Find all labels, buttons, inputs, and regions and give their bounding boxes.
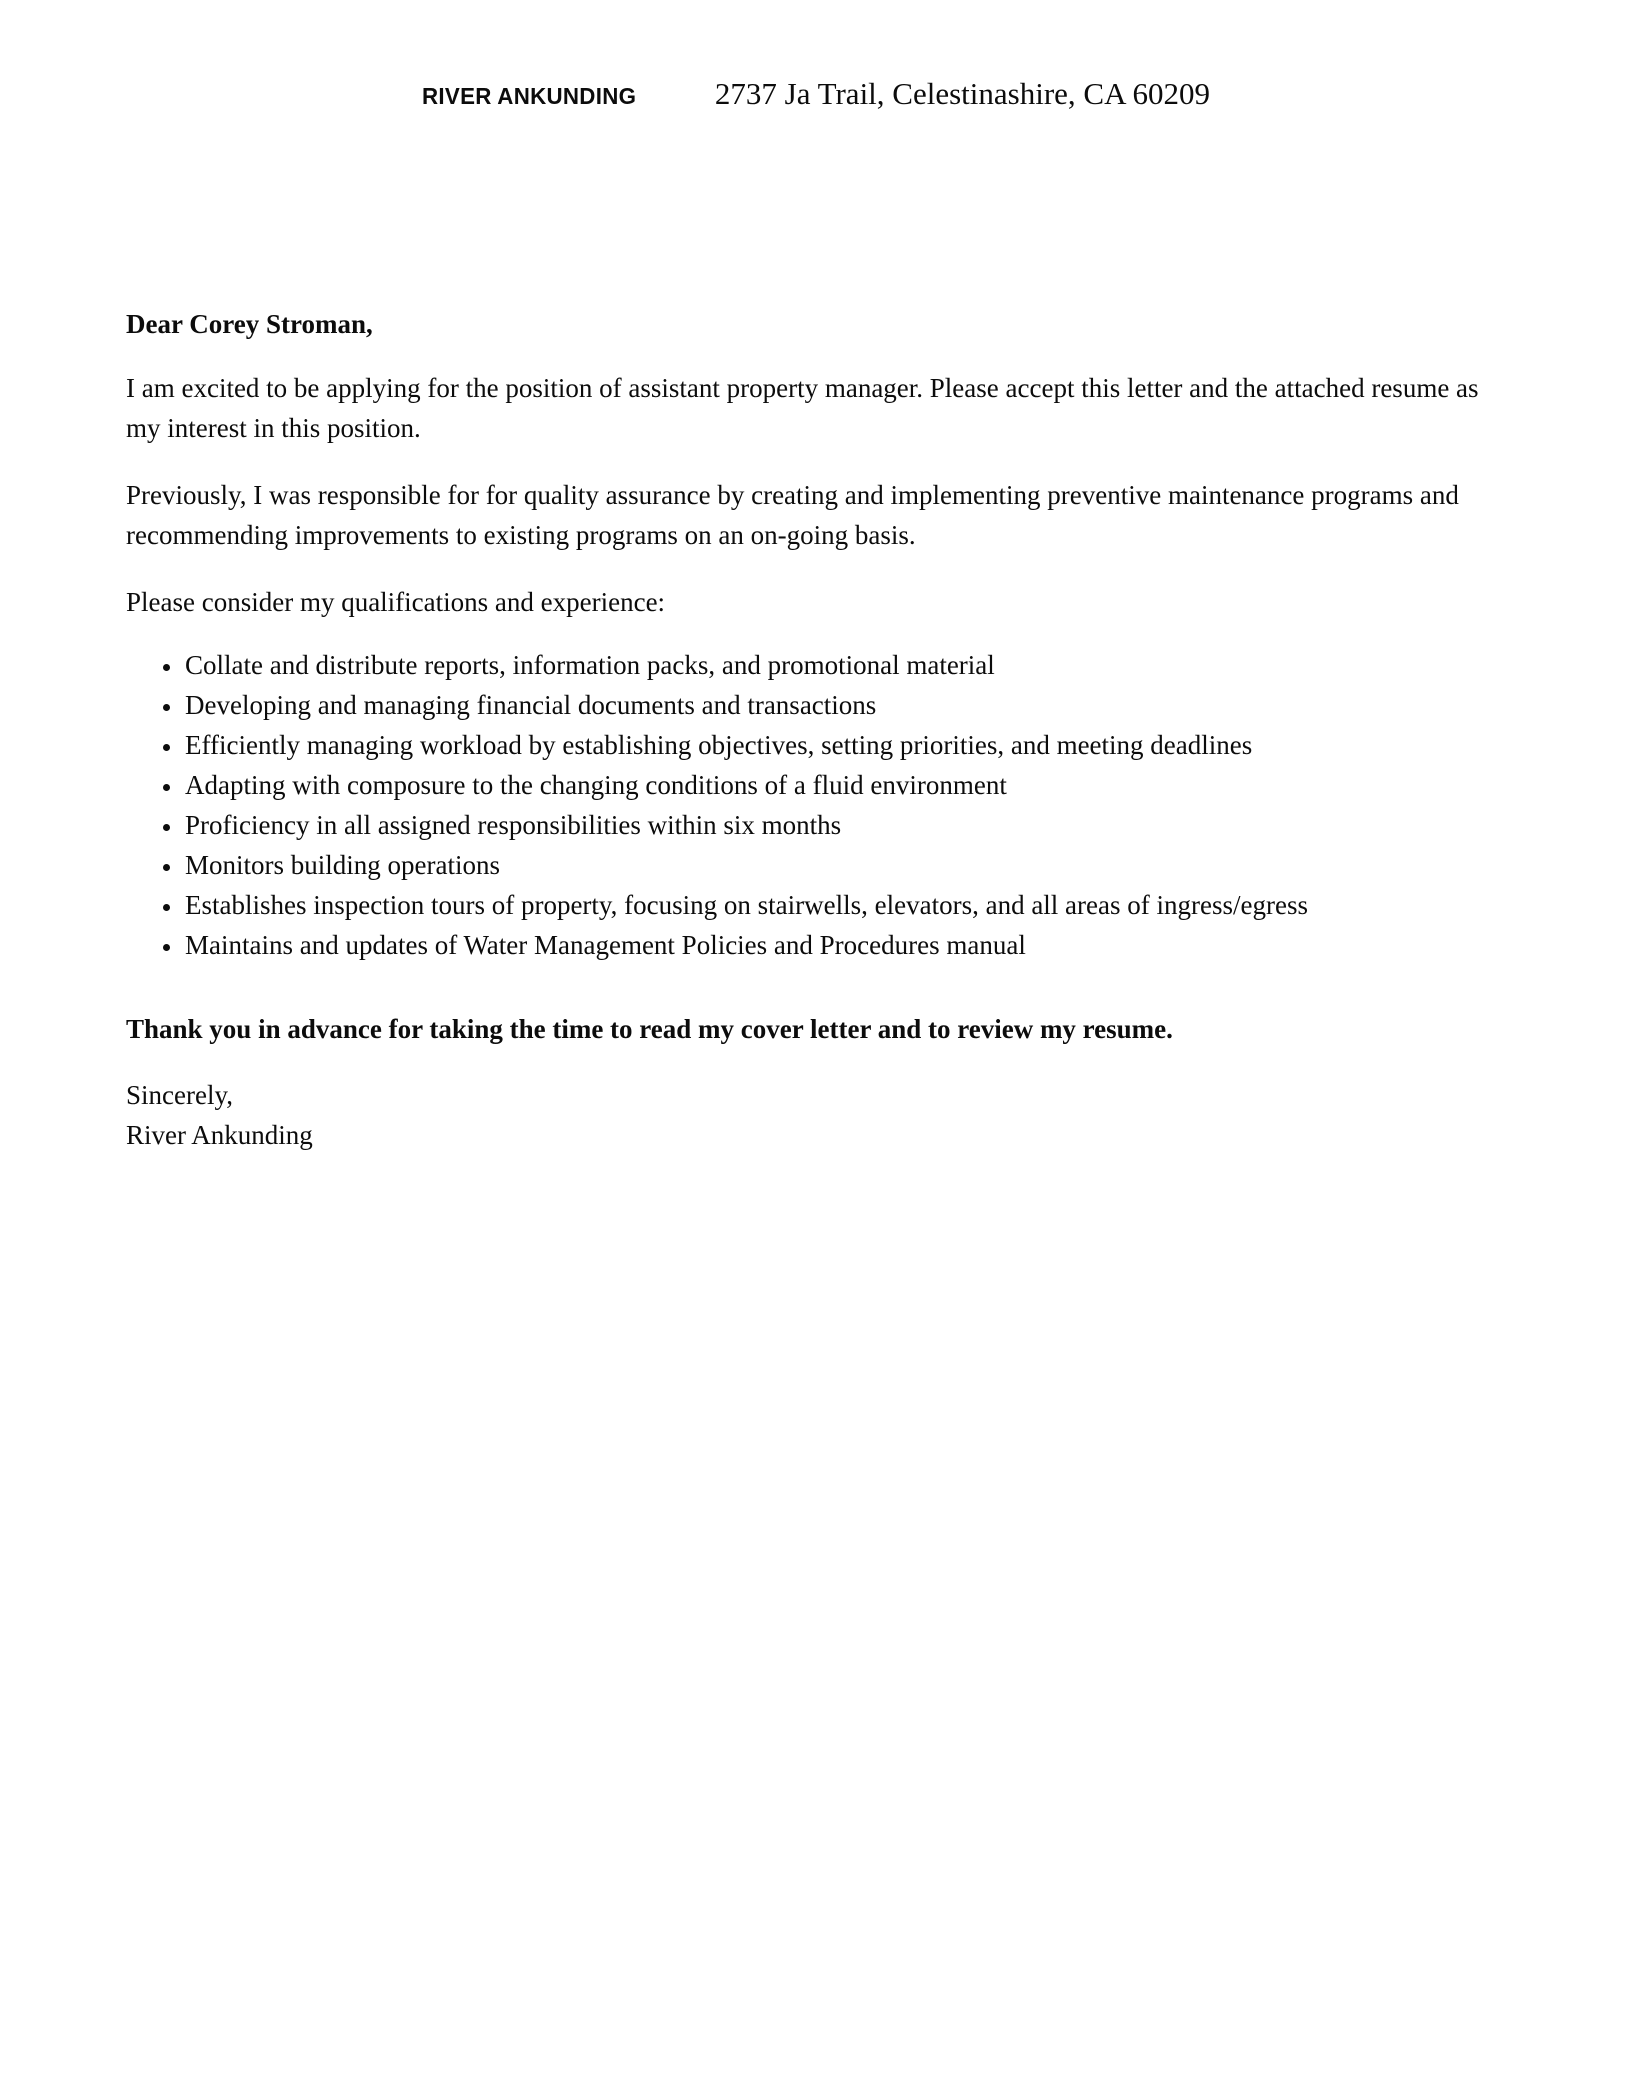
intro-paragraph: I am excited to be applying for the position of assistant property manager. Please accept this letter and the attached resume as my interest in this position.	[126, 373, 1479, 443]
list-item: • Efficiently managing workload by establishing objectives, setting priorities, and meeting deadlines	[183, 725, 1506, 765]
list-item: • Adapting with composure to the changing conditions of a fluid environment	[183, 765, 1506, 805]
qualifications-list	[126, 645, 1506, 965]
list-item: • Developing and managing financial documents and transactions	[183, 685, 1506, 725]
experience-paragraph: Previously, I was responsible for for quality assurance by creating and implementing preventive maintenance programs and recommending improvements to existing programs on an on-going basis.	[126, 480, 1459, 550]
qualifications-lead-in: Please consider my qualifications and experience:	[126, 587, 666, 617]
signature: River Ankunding	[126, 1120, 313, 1150]
list-item: • Establishes inspection tours of property, focusing on stairwells, elevators, and all areas of ingress/egress	[183, 885, 1506, 925]
signoff: Sincerely,	[126, 1080, 233, 1110]
letter-body	[0, 112, 1632, 1155]
list-item: • Proficiency in all assigned responsibilities within six months	[183, 805, 1506, 845]
sender-name: RIVER ANKUNDING	[421, 83, 637, 109]
list-item: • Collate and distribute reports, information packs, and promotional material	[183, 645, 1506, 685]
closing-emphasis: Thank you in advance for taking the time to read my cover letter and to review my resume.	[126, 1014, 1173, 1044]
list-item: • Maintains and updates of Water Management Policies and Procedures manual	[183, 925, 1506, 965]
sender-address: 2737 Ja Trail, Celestinashire, CA 60209	[714, 76, 1211, 111]
list-item: • Monitors building operations	[183, 845, 1506, 885]
letter-header	[0, 0, 1632, 112]
greeting: Dear Corey Stroman,	[126, 309, 373, 339]
signoff-block	[126, 1075, 1506, 1155]
